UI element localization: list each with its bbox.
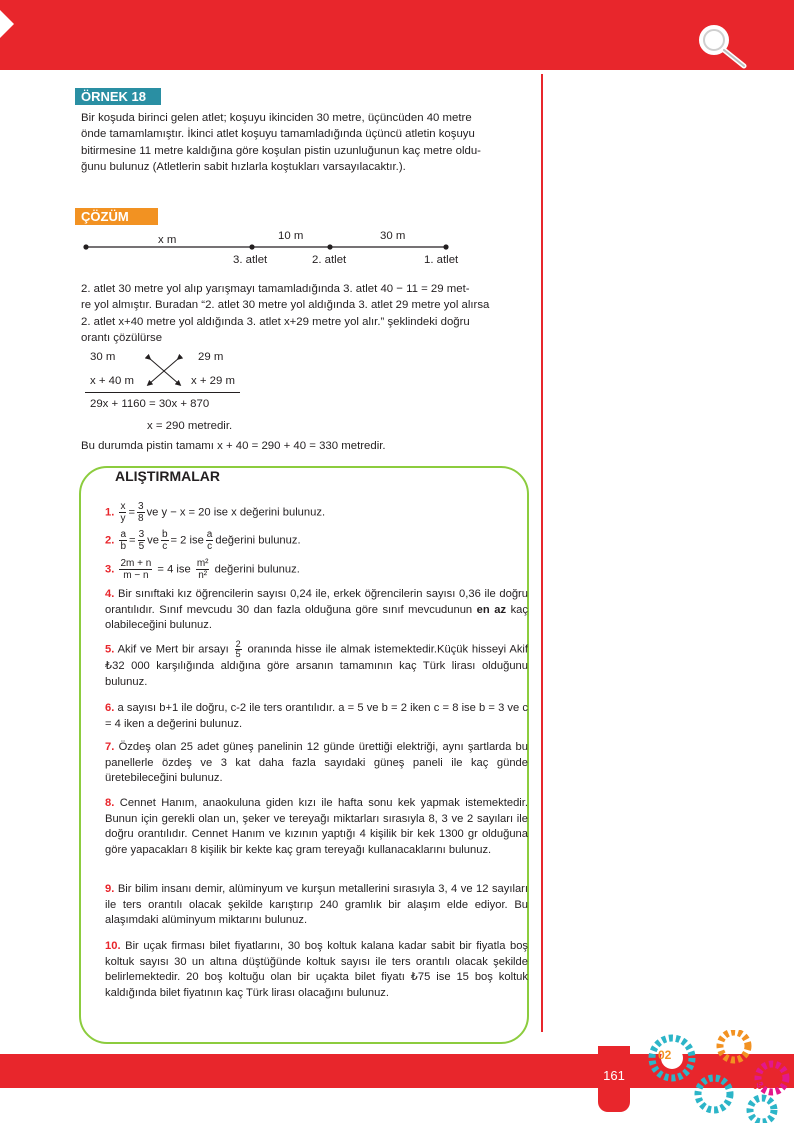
exercise-text: ve (147, 534, 159, 547)
exercise-4 (105, 587, 528, 634)
segment-label: 10 m (278, 230, 304, 242)
denominator: 8 (138, 513, 144, 524)
fraction (119, 529, 127, 552)
exercise-text: ve y − x = 20 ise x değerini bulunuz. (146, 506, 326, 519)
emphasis: en az (476, 603, 507, 616)
exercise-number: 5. (105, 643, 115, 656)
denominator: 5 (235, 649, 241, 659)
solution-line: orantı çözülürse (81, 332, 163, 345)
problem-line: Bir koşuda birinci gelen atlet; koşuyu ikinciden 30 metre, üçüncüden 40 metre (81, 112, 472, 124)
point-label: 3. atlet (233, 254, 268, 266)
fraction (206, 529, 214, 552)
equals-sign: = (128, 506, 135, 519)
fraction (119, 501, 126, 524)
header-arrow-icon (0, 10, 14, 38)
exercise-7 (105, 740, 528, 787)
fraction (138, 529, 146, 552)
numerator: a (206, 529, 213, 540)
header-bar (0, 0, 794, 70)
fraction (137, 501, 145, 524)
practice-title: ALIŞTIRMALAR (115, 468, 220, 484)
exercise-number: 9. (105, 883, 115, 895)
numerator: m² (196, 558, 209, 569)
exercise-number: 1. (105, 506, 115, 519)
equation-result: x = 290 metredir. (147, 420, 233, 432)
fraction (161, 529, 169, 552)
equation: 29x + 1160 = 30x + 870 (90, 398, 210, 410)
denominator: m − n (123, 570, 149, 581)
point-label: 1. atlet (424, 254, 459, 266)
exercise-number: 4. (105, 588, 115, 600)
solution-line: 2. atlet x+40 metre yol aldığında 3. atlet x+29 metre yol alır.” şeklindeki doğru (81, 315, 470, 328)
numerator: a (120, 529, 127, 540)
numerator: x (120, 501, 126, 512)
exercise-8 (105, 796, 528, 858)
magnifier-icon (688, 20, 752, 72)
solution-line: 2. atlet 30 metre yol alıp yarışmayı tamamladığında 3. atlet 40 − 11 = 29 met- (81, 283, 470, 295)
margin-rule (541, 74, 543, 1032)
gears-icon (636, 1030, 794, 1123)
cross-multiply-arrows-icon (143, 354, 185, 388)
segment-label: 30 m (380, 230, 406, 242)
page-number: 161 (603, 1068, 625, 1083)
exercise-number: 7. (105, 741, 115, 753)
exercise-10 (105, 939, 528, 1001)
segment-label: x m (158, 234, 177, 246)
numerator: 2 (235, 639, 241, 649)
exercise-text: = 4 ise (157, 563, 191, 576)
solution-text (81, 281, 529, 347)
fraction (119, 558, 152, 581)
exercise-text: değerini bulunuz. (215, 534, 301, 547)
exercise-text: Bir bilim insanı demir, alüminyum ve kurşun metallerini sırasıyla 3, 4 ve 12 sayıları ile ters orantılı olacak şekilde karıştırıp 240 gramlık bir alaşım elde ediyor. Bu alaşımdaki alüminyum miktarını bulunuz. (105, 883, 529, 927)
denominator: y (120, 513, 126, 524)
exercise-1 (105, 501, 528, 524)
denominator: c (207, 541, 213, 552)
numerator: 3 (138, 501, 144, 512)
conclusion: Bu durumda pistin tamamı x + 40 = 290 + 40 = 330 metredir. (81, 440, 386, 452)
problem-line: bitirmesine 11 metre kaldığına göre koşulan pistin uzunluğunun kaç metre oldu- (81, 144, 481, 157)
fraction (235, 640, 242, 659)
exercise-text: değerini bulunuz. (214, 563, 300, 576)
exercise-text: Bir sınıftaki kız öğrencilerin sayısı 0,24 ile, erkek öğrencilerin sayısı 0,36 ile doğru orantılıdır. Sınıf mevcudu 30 dan fazla olduğuna göre sınıf mevcudunun (105, 588, 529, 616)
numerator: 2m + n (120, 558, 152, 569)
gear-label: 02 (658, 1048, 672, 1062)
exercise-text: Akif ve Mert bir arsayı (117, 643, 229, 656)
proportion-b: 29 m (198, 351, 224, 363)
gear-label: 05 (753, 1082, 762, 1091)
denominator: 5 (138, 541, 145, 552)
exercise-number: 2. (105, 534, 115, 547)
example-problem (81, 110, 529, 176)
solution-label: ÇÖZÜM (75, 208, 158, 225)
exercise-text: kaç olabileceğini bulunuz. (105, 603, 528, 632)
exercise-text: = 2 ise (170, 534, 204, 547)
exercise-2 (105, 529, 528, 552)
exercise-text: a sayısı b+1 ile doğru, c-2 ile ters orantılıdır. a = 5 ve b = 2 iken c = 8 ise b = 3 ve c = 4 iken a değerini bulunuz. (105, 702, 528, 730)
exercise-5 (105, 640, 528, 690)
exercise-text: Özdeş olan 25 adet güneş panelinin 12 günde ürettiği elektriği, aynı şartlarda bu panellerle özdeş ve 3 kat daha fazla sayıdaki güneş paneli ile kaç günde üretebileceğini bulunuz. (105, 741, 528, 785)
numerator: b (161, 529, 168, 540)
denominator: b (120, 541, 127, 552)
proportion-d: x + 29 m (191, 375, 235, 387)
problem-line: önde tamamlamıştır. İkinci atlet koşuyu tamamladığında üçüncü atletin koşuyu (81, 128, 475, 141)
proportion-c: x + 40 m (90, 375, 134, 387)
solution-line: re yol almıştır. Buradan “2. atlet 30 metre yol aldığında 3. atlet 29 metre yol alırsa (81, 299, 490, 312)
exercise-9 (105, 882, 528, 929)
numerator: 3 (138, 529, 145, 540)
denominator: n² (198, 570, 208, 581)
exercise-number: 8. (105, 797, 115, 809)
equals-sign: = (129, 534, 136, 547)
denominator: c (162, 541, 168, 552)
exercise-3 (105, 558, 528, 581)
exercise-text: Bir uçak firması bilet fiyatlarını, 30 boş koltuk kalana kadar sabit bir fiyatla boş koltuk sayısı 30 un altına düştüğünde koltuk sayısı ile ters orantılı olacak şekilde belirlemektedir. 20 boş koltuğu olan bir uçakta bilet fiyatı ₺75 ise 15 boş koltuk kaldığında bilet fiyatının kaç Türk lirası olacağını bulunuz. (105, 940, 529, 999)
problem-line: ğunu bulunuz (Atletlerin sabit hızlarla koştukları varsayılacaktır.). (81, 161, 406, 174)
point-label: 2. atlet (312, 254, 347, 266)
exercise-number: 3. (105, 563, 115, 576)
proportion-a: 30 m (90, 351, 116, 363)
example-label: ÖRNEK 18 (75, 88, 161, 105)
fraction-rule (85, 392, 240, 393)
exercise-number: 6. (105, 702, 115, 714)
exercise-text: oranında hisse ile almak istemektedir.Küçük hisseyi Akif ₺32 000 karşılığında aldığına göre arsanın tamamının kaç Türk lirası olduğunu bulunuz. (105, 643, 529, 688)
exercise-6 (105, 701, 528, 732)
fraction (196, 558, 210, 581)
exercise-text: Cennet Hanım, anaokuluna giden kızı ile hafta sonu kek yapmak istemektedir. Bunun için gerekli olan un, şeker ve tereyağı miktarları sırasıyla 8, 3 ve 2 sayıları ile doğru orantılıdır. Cennet Hanım ve kızının yaptığı 4 kişilik bir kek 1300 gr olduğuna göre yapacakları 8 kişilik bir kekte kaç gram tereyağı kullanacaklarını bulunuz. (105, 797, 528, 856)
exercise-number: 10. (105, 940, 121, 952)
